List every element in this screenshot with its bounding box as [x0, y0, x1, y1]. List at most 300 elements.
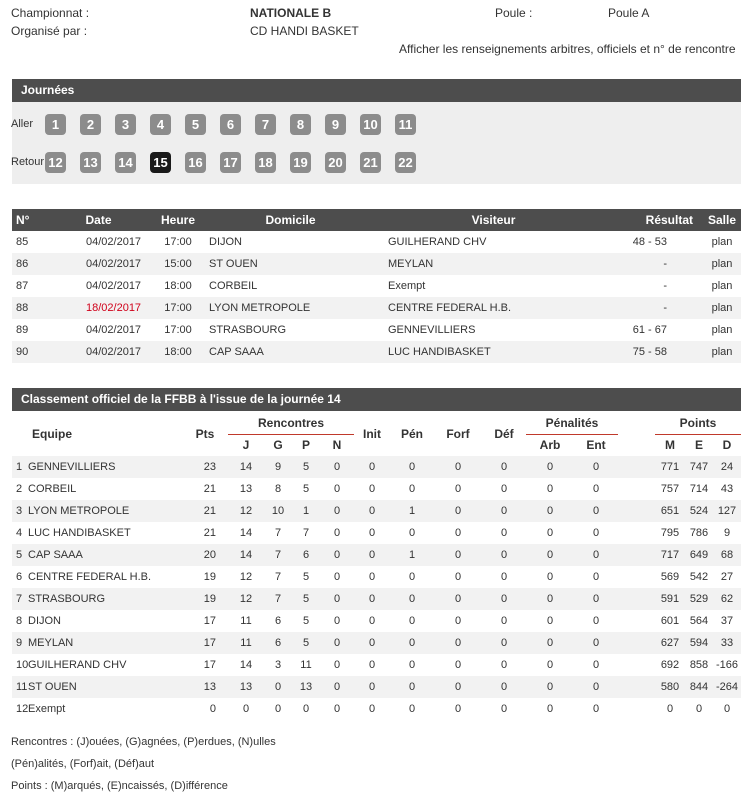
team-name: LUC HANDIBASKET: [28, 527, 131, 539]
stat-pts: 19: [182, 588, 228, 610]
spacer-cell: [618, 478, 655, 500]
team-cell: [12, 544, 182, 566]
stat-m: 795: [655, 522, 685, 544]
organise-label: Organisé par :: [11, 24, 88, 38]
stat-g: 6: [264, 632, 292, 654]
team-name: CENTRE FEDERAL H.B.: [28, 571, 152, 583]
stat-init: 0: [354, 698, 390, 720]
spacer-cell: [618, 654, 655, 676]
stat-def: 0: [482, 610, 526, 632]
stat-pen: 0: [390, 478, 434, 500]
game-venue-link[interactable]: plan: [703, 297, 741, 319]
journee-17-button[interactable]: 17: [220, 152, 241, 173]
game-time: 18:00: [155, 341, 201, 363]
stat-ent: 0: [574, 676, 618, 698]
organise-value: CD HANDI BASKET: [250, 24, 359, 38]
journee-16-button[interactable]: 16: [185, 152, 206, 173]
journee-9-button[interactable]: 9: [325, 114, 346, 135]
stat-d: 127: [713, 500, 741, 522]
game-result: -: [607, 297, 703, 319]
stat-p: 5: [292, 610, 320, 632]
standings-row: [12, 654, 741, 676]
spacer-cell: [618, 544, 655, 566]
stat-j: 11: [228, 610, 264, 632]
poule-value: Poule A: [608, 6, 650, 20]
stat-arb: 0: [526, 566, 574, 588]
stat-d: -264: [713, 676, 741, 698]
standings-row: [12, 588, 741, 610]
team-rank: 10: [16, 659, 29, 671]
stat-m: 717: [655, 544, 685, 566]
journees-title: Journées: [12, 79, 741, 102]
stat-pen: 0: [390, 566, 434, 588]
stat-n: 0: [320, 676, 354, 698]
journee-12-button[interactable]: 12: [45, 152, 66, 173]
stat-m: 569: [655, 566, 685, 588]
stat-e: 542: [685, 566, 713, 588]
journee-5-button[interactable]: 5: [185, 114, 206, 135]
game-away-team: GENNEVILLIERS: [380, 319, 607, 341]
stat-p: 5: [292, 478, 320, 500]
stat-n: 0: [320, 544, 354, 566]
stat-g: 6: [264, 610, 292, 632]
journee-15-button[interactable]: 15: [150, 152, 171, 173]
standings-row: [12, 500, 741, 522]
team-cell: [12, 456, 182, 478]
game-time: 17:00: [155, 319, 201, 341]
stat-p: 5: [292, 456, 320, 478]
standings-row: [12, 632, 741, 654]
stat-def: 0: [482, 478, 526, 500]
team-rank: 11: [16, 681, 28, 693]
stat-pts: 23: [182, 456, 228, 478]
game-number: 87: [12, 275, 42, 297]
stat-p: 0: [292, 698, 320, 720]
stat-pts: 17: [182, 610, 228, 632]
stat-arb: 0: [526, 632, 574, 654]
stat-pts: 0: [182, 698, 228, 720]
stat-n: 0: [320, 522, 354, 544]
stat-init: 0: [354, 478, 390, 500]
spacer-cell: [618, 632, 655, 654]
game-number: 85: [12, 231, 42, 253]
col-heure: Heure: [155, 209, 201, 231]
team-name: LYON METROPOLE: [28, 505, 130, 517]
stat-j: 0: [228, 698, 264, 720]
game-away-team: MEYLAN: [380, 253, 607, 275]
stat-g: 7: [264, 588, 292, 610]
stat-forf: 0: [434, 588, 482, 610]
stat-forf: 0: [434, 698, 482, 720]
stat-forf: 0: [434, 456, 482, 478]
stat-m: 771: [655, 456, 685, 478]
standings-row: [12, 522, 741, 544]
stat-ent: 0: [574, 588, 618, 610]
game-row: [12, 297, 741, 319]
game-row: [12, 231, 741, 253]
journee-2-button[interactable]: 2: [80, 114, 101, 135]
stat-d: 9: [713, 522, 741, 544]
stat-d: 27: [713, 566, 741, 588]
stat-j: 14: [228, 522, 264, 544]
stat-j: 12: [228, 588, 264, 610]
team-rank: 3: [16, 505, 23, 517]
stat-e: 714: [685, 478, 713, 500]
game-row: [12, 275, 741, 297]
journee-8-button[interactable]: 8: [290, 114, 311, 135]
stat-n: 0: [320, 698, 354, 720]
stat-e: 564: [685, 610, 713, 632]
game-time: 17:00: [155, 231, 201, 253]
game-result: -: [607, 253, 703, 275]
col-arb: Arb: [526, 434, 574, 456]
stat-n: 0: [320, 456, 354, 478]
stat-init: 0: [354, 676, 390, 698]
stat-m: 580: [655, 676, 685, 698]
journee-7-button[interactable]: 7: [255, 114, 276, 135]
stat-forf: 0: [434, 500, 482, 522]
team-rank: 6: [16, 571, 23, 583]
stat-init: 0: [354, 654, 390, 676]
col-points: Points: [655, 412, 741, 434]
journee-11-button[interactable]: 11: [395, 114, 416, 135]
stat-def: 0: [482, 500, 526, 522]
championnat-label: Championnat :: [11, 6, 90, 20]
stat-e: 529: [685, 588, 713, 610]
poule-label: Poule :: [495, 6, 533, 20]
game-home-team: CAP SAAA: [201, 341, 380, 363]
stat-g: 8: [264, 478, 292, 500]
stat-pts: 13: [182, 676, 228, 698]
game-away-team: Exempt: [380, 275, 607, 297]
stat-pts: 17: [182, 632, 228, 654]
game-venue-link[interactable]: plan: [703, 319, 741, 341]
col-def: Déf: [482, 412, 526, 456]
team-name: MEYLAN: [28, 637, 74, 649]
game-venue-link[interactable]: plan: [703, 253, 741, 275]
stat-forf: 0: [434, 632, 482, 654]
standings-row: [12, 610, 741, 632]
stat-arb: 0: [526, 698, 574, 720]
stat-d: 0: [713, 698, 741, 720]
stat-e: 524: [685, 500, 713, 522]
col-g: G: [264, 434, 292, 456]
stat-ent: 0: [574, 566, 618, 588]
team-rank: 1: [16, 461, 23, 473]
stat-d: -166: [713, 654, 741, 676]
team-cell: [12, 654, 182, 676]
stat-ent: 0: [574, 698, 618, 720]
stat-ent: 0: [574, 654, 618, 676]
stat-j: 11: [228, 632, 264, 654]
col-n: N°: [12, 209, 42, 231]
stat-p: 6: [292, 544, 320, 566]
team-name: CORBEIL: [28, 483, 77, 495]
game-away-team: CENTRE FEDERAL H.B.: [380, 297, 607, 319]
stat-forf: 0: [434, 676, 482, 698]
stat-pts: 21: [182, 478, 228, 500]
game-date: 04/02/2017: [42, 253, 155, 275]
stat-init: 0: [354, 588, 390, 610]
stat-forf: 0: [434, 544, 482, 566]
stat-e: 0: [685, 698, 713, 720]
stat-j: 14: [228, 544, 264, 566]
stat-j: 12: [228, 500, 264, 522]
team-rank: 12: [16, 703, 29, 715]
team-name: Exempt: [28, 703, 66, 715]
standings-table: [12, 412, 741, 720]
stat-j: 13: [228, 478, 264, 500]
stat-arb: 0: [526, 610, 574, 632]
journee-18-button[interactable]: 18: [255, 152, 276, 173]
spacer-cell: [618, 588, 655, 610]
game-row: [12, 319, 741, 341]
stat-p: 13: [292, 676, 320, 698]
aller-label: Aller: [11, 118, 34, 130]
col-penalites: Pénalités: [526, 412, 618, 434]
game-away-team: LUC HANDIBASKET: [380, 341, 607, 363]
stat-p: 5: [292, 588, 320, 610]
stat-m: 692: [655, 654, 685, 676]
stat-pts: 21: [182, 522, 228, 544]
team-rank: 8: [16, 615, 23, 627]
game-number: 86: [12, 253, 42, 275]
info-link[interactable]: Afficher les renseignements arbitres, officiels et n° de rencontre: [399, 42, 736, 56]
stat-j: 13: [228, 676, 264, 698]
col-pen: Pén: [390, 412, 434, 456]
stat-n: 0: [320, 478, 354, 500]
stat-init: 0: [354, 500, 390, 522]
legend-line-3: Points : (M)arqués, (E)ncaissés, (D)ifférence: [11, 780, 228, 792]
col-e: E: [685, 434, 713, 456]
spacer-cell: [618, 566, 655, 588]
journee-10-button[interactable]: 10: [360, 114, 381, 135]
team-cell: [12, 632, 182, 654]
game-time: 18:00: [155, 275, 201, 297]
stat-e: 747: [685, 456, 713, 478]
game-venue-link[interactable]: plan: [703, 231, 741, 253]
journee-22-button[interactable]: 22: [395, 152, 416, 173]
stat-j: 14: [228, 654, 264, 676]
journee-14-button[interactable]: 14: [115, 152, 136, 173]
stat-pen: 0: [390, 610, 434, 632]
game-number: 89: [12, 319, 42, 341]
stat-n: 0: [320, 500, 354, 522]
col-salle: Salle: [703, 209, 741, 231]
retour-label: Retour: [11, 156, 45, 168]
stat-m: 757: [655, 478, 685, 500]
stat-d: 62: [713, 588, 741, 610]
journee-1-button[interactable]: 1: [45, 114, 66, 135]
stat-ent: 0: [574, 456, 618, 478]
stat-def: 0: [482, 654, 526, 676]
stat-ent: 0: [574, 544, 618, 566]
stat-d: 33: [713, 632, 741, 654]
stat-j: 12: [228, 566, 264, 588]
stat-pts: 20: [182, 544, 228, 566]
team-name: GENNEVILLIERS: [28, 461, 116, 473]
game-row: [12, 341, 741, 363]
stat-p: 1: [292, 500, 320, 522]
col-forf: Forf: [434, 412, 482, 456]
game-home-team: CORBEIL: [201, 275, 380, 297]
journee-21-button[interactable]: 21: [360, 152, 381, 173]
journee-3-button[interactable]: 3: [115, 114, 136, 135]
stat-ent: 0: [574, 478, 618, 500]
stat-g: 3: [264, 654, 292, 676]
journee-13-button[interactable]: 13: [80, 152, 101, 173]
stat-n: 0: [320, 566, 354, 588]
team-name: CAP SAAA: [28, 549, 83, 561]
stat-arb: 0: [526, 654, 574, 676]
game-home-team: LYON METROPOLE: [201, 297, 380, 319]
stat-def: 0: [482, 676, 526, 698]
stat-ent: 0: [574, 610, 618, 632]
col-d: D: [713, 434, 741, 456]
stat-arb: 0: [526, 478, 574, 500]
stat-m: 0: [655, 698, 685, 720]
stat-d: 43: [713, 478, 741, 500]
stat-init: 0: [354, 456, 390, 478]
stat-def: 0: [482, 566, 526, 588]
team-rank: 7: [16, 593, 23, 605]
game-venue-link[interactable]: plan: [703, 341, 741, 363]
game-home-team: DIJON: [201, 231, 380, 253]
games-table: [12, 209, 741, 363]
stat-pen: 1: [390, 500, 434, 522]
team-cell: [12, 698, 182, 720]
stat-ent: 0: [574, 632, 618, 654]
stat-forf: 0: [434, 654, 482, 676]
stat-forf: 0: [434, 478, 482, 500]
game-date: 04/02/2017: [42, 231, 155, 253]
standings-title: Classement officiel de la FFBB à l'issue de la journée 14: [12, 388, 741, 411]
stat-pen: 1: [390, 544, 434, 566]
stat-g: 7: [264, 522, 292, 544]
team-cell: [12, 588, 182, 610]
col-equipe: Equipe: [12, 412, 182, 456]
col-pts: Pts: [182, 412, 228, 456]
stat-g: 9: [264, 456, 292, 478]
game-result: 48 - 53: [607, 231, 703, 253]
col-p: P: [292, 434, 320, 456]
legend-line-1: Rencontres : (J)ouées, (G)agnées, (P)erdues, (N)ulles: [11, 736, 276, 748]
team-cell: [12, 500, 182, 522]
stat-e: 786: [685, 522, 713, 544]
stat-pen: 0: [390, 654, 434, 676]
col-ent: Ent: [574, 434, 618, 456]
stat-m: 651: [655, 500, 685, 522]
journee-6-button[interactable]: 6: [220, 114, 241, 135]
stat-j: 14: [228, 456, 264, 478]
stat-e: 844: [685, 676, 713, 698]
standings-row: [12, 566, 741, 588]
stat-forf: 0: [434, 610, 482, 632]
stat-init: 0: [354, 566, 390, 588]
legend-line-2: (Pén)alités, (Forf)ait, (Déf)aut: [11, 758, 155, 770]
spacer-cell: [618, 456, 655, 478]
game-result: -: [607, 275, 703, 297]
team-name: ST OUEN: [28, 681, 77, 693]
stat-e: 858: [685, 654, 713, 676]
game-time: 17:00: [155, 297, 201, 319]
stat-pen: 0: [390, 676, 434, 698]
col-nulles: N: [320, 434, 354, 456]
stat-ent: 0: [574, 500, 618, 522]
stat-g: 0: [264, 676, 292, 698]
game-result: 75 - 58: [607, 341, 703, 363]
game-date: 18/02/2017: [42, 297, 155, 319]
stat-def: 0: [482, 456, 526, 478]
spacer-cell: [618, 610, 655, 632]
team-rank: 2: [16, 483, 23, 495]
stat-n: 0: [320, 654, 354, 676]
col-m: M: [655, 434, 685, 456]
stat-arb: 0: [526, 456, 574, 478]
game-result: 61 - 67: [607, 319, 703, 341]
game-date: 04/02/2017: [42, 319, 155, 341]
stat-arb: 0: [526, 522, 574, 544]
stat-forf: 0: [434, 566, 482, 588]
team-rank: 4: [16, 527, 23, 539]
standings-row: [12, 544, 741, 566]
stat-m: 601: [655, 610, 685, 632]
stat-init: 0: [354, 610, 390, 632]
stat-n: 0: [320, 588, 354, 610]
game-home-team: STRASBOURG: [201, 319, 380, 341]
game-away-team: GUILHERAND CHV: [380, 231, 607, 253]
stat-p: 5: [292, 566, 320, 588]
stat-p: 7: [292, 522, 320, 544]
team-name: DIJON: [28, 615, 61, 627]
team-name: STRASBOURG: [28, 593, 106, 605]
stat-pts: 21: [182, 500, 228, 522]
stat-m: 591: [655, 588, 685, 610]
game-date: 04/02/2017: [42, 275, 155, 297]
stat-ent: 0: [574, 522, 618, 544]
stat-forf: 0: [434, 522, 482, 544]
standings-row: [12, 698, 741, 720]
stat-d: 68: [713, 544, 741, 566]
standings-row: [12, 456, 741, 478]
journee-19-button[interactable]: 19: [290, 152, 311, 173]
stat-arb: 0: [526, 676, 574, 698]
stat-pts: 17: [182, 654, 228, 676]
col-visiteur: Visiteur: [380, 209, 607, 231]
stat-n: 0: [320, 632, 354, 654]
spacer-cell: [618, 522, 655, 544]
stat-g: 7: [264, 544, 292, 566]
stat-pen: 0: [390, 522, 434, 544]
team-rank: 9: [16, 637, 23, 649]
col-j: J: [228, 434, 264, 456]
spacer-cell: [618, 676, 655, 698]
stat-p: 11: [292, 654, 320, 676]
stat-init: 0: [354, 632, 390, 654]
col-resultat: Résultat: [607, 209, 703, 231]
stat-arb: 0: [526, 588, 574, 610]
standings-row: [12, 676, 741, 698]
journee-20-button[interactable]: 20: [325, 152, 346, 173]
stat-pts: 19: [182, 566, 228, 588]
game-time: 15:00: [155, 253, 201, 275]
game-venue-link[interactable]: plan: [703, 275, 741, 297]
stat-def: 0: [482, 698, 526, 720]
stat-e: 594: [685, 632, 713, 654]
journee-4-button[interactable]: 4: [150, 114, 171, 135]
stat-g: 10: [264, 500, 292, 522]
stat-def: 0: [482, 522, 526, 544]
